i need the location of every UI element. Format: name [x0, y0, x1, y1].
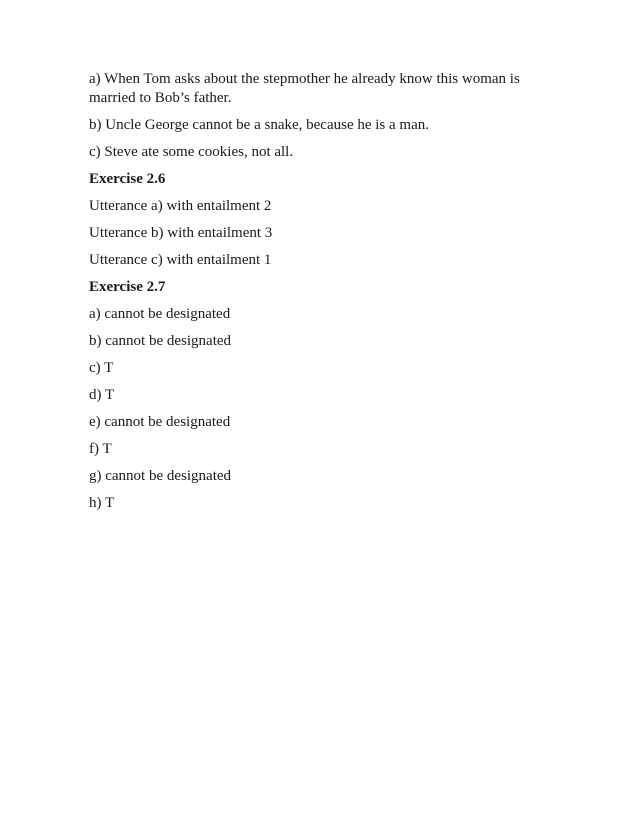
exercise-2-6-line-1: Utterance a) with entailment 2	[89, 198, 272, 214]
exercise-2-7-heading: Exercise 2.7	[89, 279, 166, 295]
exercise-2-7-answer-e: e) cannot be designated	[89, 414, 231, 430]
exercise-2-7-answer-c: c) T	[89, 360, 114, 376]
exercise-2-7-answer-b: b) cannot be designated	[89, 333, 232, 349]
exercise-2-6-line-2: Utterance b) with entailment 3	[89, 225, 273, 241]
exercise-2-7-answer-a: a) cannot be designated	[89, 306, 231, 322]
exercise-2-6-line-3: Utterance c) with entailment 1	[89, 252, 272, 268]
exercise-2-6-heading: Exercise 2.6	[89, 171, 166, 187]
exercise-2-7-answer-d: d) T	[89, 387, 115, 403]
exercise-2-7-answer-g: g) cannot be designated	[89, 468, 232, 484]
answer-a-paragraph: a) When Tom asks about the stepmother he already know this woman is married to Bob’s father.	[89, 71, 520, 106]
page-content	[89, 70, 529, 513]
exercise-2-7-answer-h: h) T	[89, 495, 115, 511]
answer-b-paragraph: b) Uncle George cannot be a snake, because he is a man.	[89, 117, 429, 133]
answer-c-paragraph: c) Steve ate some cookies, not all.	[89, 144, 294, 160]
exercise-2-7-answer-f: f) T	[89, 441, 112, 457]
